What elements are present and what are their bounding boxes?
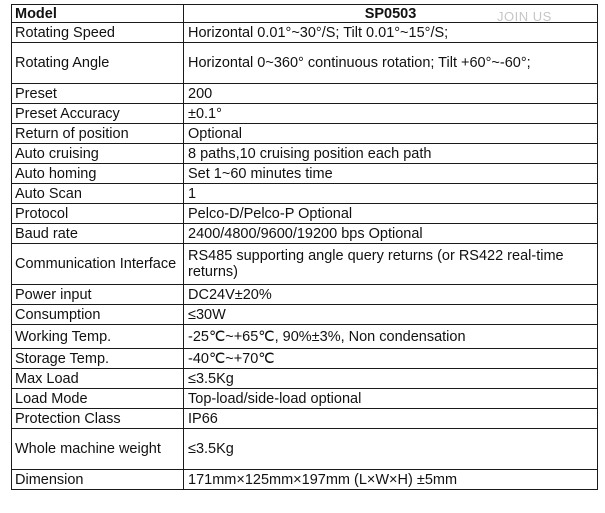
- table-row: [12, 244, 598, 285]
- row-value: ±0.1°: [184, 104, 598, 124]
- row-label: Preset Accuracy: [12, 104, 184, 124]
- header-label: Model: [12, 5, 184, 23]
- row-label: Rotating Speed: [12, 23, 184, 43]
- table-row: [12, 224, 598, 244]
- table-row: [12, 23, 598, 43]
- row-value: -25℃~+65℃, 90%±3%, Non condensation: [184, 325, 598, 349]
- row-value: -40℃~+70℃: [184, 349, 598, 369]
- row-value: ≤3.5Kg: [184, 369, 598, 389]
- table-row: [12, 124, 598, 144]
- row-label: Protection Class: [12, 409, 184, 429]
- row-value: IP66: [184, 409, 598, 429]
- row-label: Baud rate: [12, 224, 184, 244]
- row-label: Rotating Angle: [12, 43, 184, 84]
- row-value: Optional: [184, 124, 598, 144]
- table-row: [12, 369, 598, 389]
- row-label: Max Load: [12, 369, 184, 389]
- row-value: 1: [184, 184, 598, 204]
- table-row: [12, 104, 598, 124]
- model-value: SP0503: [184, 5, 598, 23]
- row-value: Top-load/side-load optional: [184, 389, 598, 409]
- row-label: Load Mode: [12, 389, 184, 409]
- row-label: Storage Temp.: [12, 349, 184, 369]
- row-value: Pelco-D/Pelco-P Optional: [184, 204, 598, 224]
- row-label: Whole machine weight: [12, 429, 184, 470]
- row-value: 200: [184, 84, 598, 104]
- row-label: Auto Scan: [12, 184, 184, 204]
- row-label: Auto cruising: [12, 144, 184, 164]
- row-value: RS485 supporting angle query returns (or RS422 real-time returns): [184, 244, 598, 285]
- table-row: [12, 325, 598, 349]
- row-label: Protocol: [12, 204, 184, 224]
- row-label: Working Temp.: [12, 325, 184, 349]
- row-value: ≤30W: [184, 305, 598, 325]
- row-label: Communication Interface: [12, 244, 184, 285]
- table-row: [12, 470, 598, 490]
- table-row: [12, 285, 598, 305]
- row-label: Preset: [12, 84, 184, 104]
- row-value: 2400/4800/9600/19200 bps Optional: [184, 224, 598, 244]
- table-row: [12, 184, 598, 204]
- table-row: [12, 144, 598, 164]
- table-row: [12, 429, 598, 470]
- watermark-text: JOIN US: [497, 9, 552, 24]
- row-label: Power input: [12, 285, 184, 305]
- row-label: Return of position: [12, 124, 184, 144]
- row-label: Auto homing: [12, 164, 184, 184]
- table-row: [12, 349, 598, 369]
- table-row: [12, 305, 598, 325]
- row-value: DC24V±20%: [184, 285, 598, 305]
- row-value: Set 1~60 minutes time: [184, 164, 598, 184]
- row-value: 171mm×125mm×197mm (L×W×H) ±5mm: [184, 470, 598, 490]
- row-value: 8 paths,10 cruising position each path: [184, 144, 598, 164]
- row-value: ≤3.5Kg: [184, 429, 598, 470]
- row-value: Horizontal 0~360° continuous rotation; Tilt +60°~-60°;: [184, 43, 598, 84]
- table-row: [12, 164, 598, 184]
- table-row: [12, 409, 598, 429]
- row-label: Consumption: [12, 305, 184, 325]
- spec-table: [11, 4, 598, 490]
- row-label: Dimension: [12, 470, 184, 490]
- table-row: [12, 204, 598, 224]
- table-row: [12, 389, 598, 409]
- table-row: [12, 84, 598, 104]
- row-value: Horizontal 0.01°~30°/S; Tilt 0.01°~15°/S;: [184, 23, 598, 43]
- table-row: [12, 43, 598, 84]
